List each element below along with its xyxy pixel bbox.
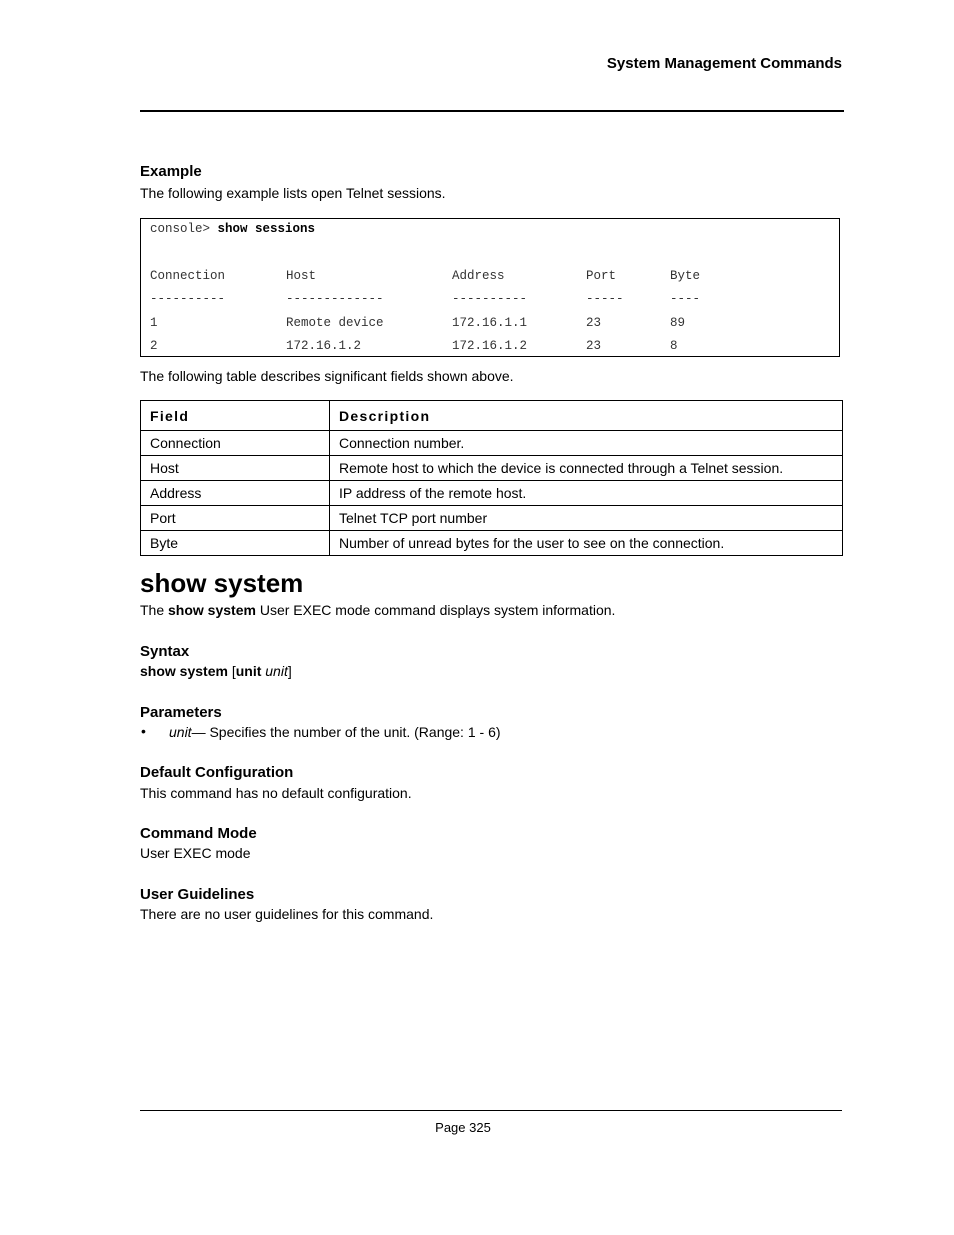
table-header-row <box>141 401 843 431</box>
header-rule <box>140 110 844 112</box>
user-guidelines-text: There are no user guidelines for this command. <box>140 906 434 922</box>
code-data-cell: 23 <box>586 339 602 353</box>
table-cell-field: Host <box>141 456 330 481</box>
code-data-cell: 1 <box>150 316 158 330</box>
code-dash-cell: ---------- <box>452 292 528 306</box>
code-dash-cell: ----- <box>586 292 624 306</box>
code-data-cell: 8 <box>670 339 678 353</box>
table-header-cell: Field <box>141 401 330 431</box>
parameter-name: unit <box>169 724 192 740</box>
syntax-argument: unit <box>265 663 288 679</box>
code-data-cell: 172.16.1.2 <box>286 339 362 353</box>
table-cell-field: Connection <box>141 431 330 456</box>
code-data-cell: 172.16.1.2 <box>452 339 528 353</box>
desc-suffix: User EXEC mode command displays system information. <box>255 602 616 618</box>
command-mode-text: User EXEC mode <box>140 845 251 861</box>
syntax-command: show system <box>140 663 228 679</box>
section-description <box>140 602 615 618</box>
code-dash-cell: ---- <box>670 292 701 306</box>
desc-command: show system <box>168 602 256 618</box>
table-row <box>141 506 843 531</box>
code-prompt: console> <box>150 222 218 236</box>
table-cell-description: Number of unread bytes for the user to see on the connection. <box>330 531 843 556</box>
syntax-close-bracket: ] <box>287 663 292 679</box>
code-data-cell: 89 <box>670 316 686 330</box>
code-header-cell: Byte <box>670 269 701 283</box>
parameter-bullet-icon: • <box>141 723 146 739</box>
table-row <box>141 431 843 456</box>
page-number: Page 325 <box>435 1120 491 1135</box>
code-header-cell: Port <box>586 269 617 283</box>
user-guidelines-heading: User Guidelines <box>140 886 255 903</box>
code-command-line <box>150 222 315 236</box>
table-cell-field: Byte <box>141 531 330 556</box>
table-cell-description: IP address of the remote host. <box>330 481 843 506</box>
table-cell-description: Remote host to which the device is connected through a Telnet session. <box>330 456 843 481</box>
syntax-heading: Syntax <box>140 643 190 660</box>
code-dash-cell: ------------- <box>286 292 384 306</box>
example-intro: The following example lists open Telnet sessions. <box>140 185 446 201</box>
syntax-line <box>140 663 292 679</box>
parameters-heading: Parameters <box>140 704 222 721</box>
footer-rule <box>140 1110 842 1111</box>
code-data-cell: 23 <box>586 316 602 330</box>
code-data-cell: 2 <box>150 339 158 353</box>
syntax-keyword: unit <box>235 663 262 679</box>
code-header-cell: Address <box>452 269 505 283</box>
default-config-heading: Default Configuration <box>140 764 294 781</box>
example-heading: Example <box>140 163 202 180</box>
table-cell-field: Address <box>141 481 330 506</box>
code-data-cell: 172.16.1.1 <box>452 316 528 330</box>
code-dash-cell: ---------- <box>150 292 226 306</box>
code-data-cell: Remote device <box>286 316 384 330</box>
code-header-cell: Connection <box>150 269 226 283</box>
table-row <box>141 481 843 506</box>
table-row <box>141 456 843 481</box>
table-intro: The following table describes significant fields shown above. <box>140 368 514 384</box>
fields-table <box>140 400 843 556</box>
table-row <box>141 531 843 556</box>
syntax-open-bracket: [ <box>227 663 236 679</box>
table-cell-description: Connection number. <box>330 431 843 456</box>
desc-prefix: The <box>140 602 169 618</box>
page-header-title: System Management Commands <box>606 55 842 72</box>
table-cell-description: Telnet TCP port number <box>330 506 843 531</box>
code-command: show sessions <box>217 222 316 236</box>
parameter-item <box>169 724 501 740</box>
table-header-cell: Description <box>330 401 843 431</box>
code-example-box <box>140 218 840 357</box>
parameter-description: — Specifies the number of the unit. (Range: 1 - 6) <box>191 724 501 740</box>
section-title: show system <box>140 568 304 598</box>
code-header-cell: Host <box>286 269 317 283</box>
command-mode-heading: Command Mode <box>140 825 257 842</box>
default-config-text: This command has no default configuration. <box>140 785 412 801</box>
table-cell-field: Port <box>141 506 330 531</box>
